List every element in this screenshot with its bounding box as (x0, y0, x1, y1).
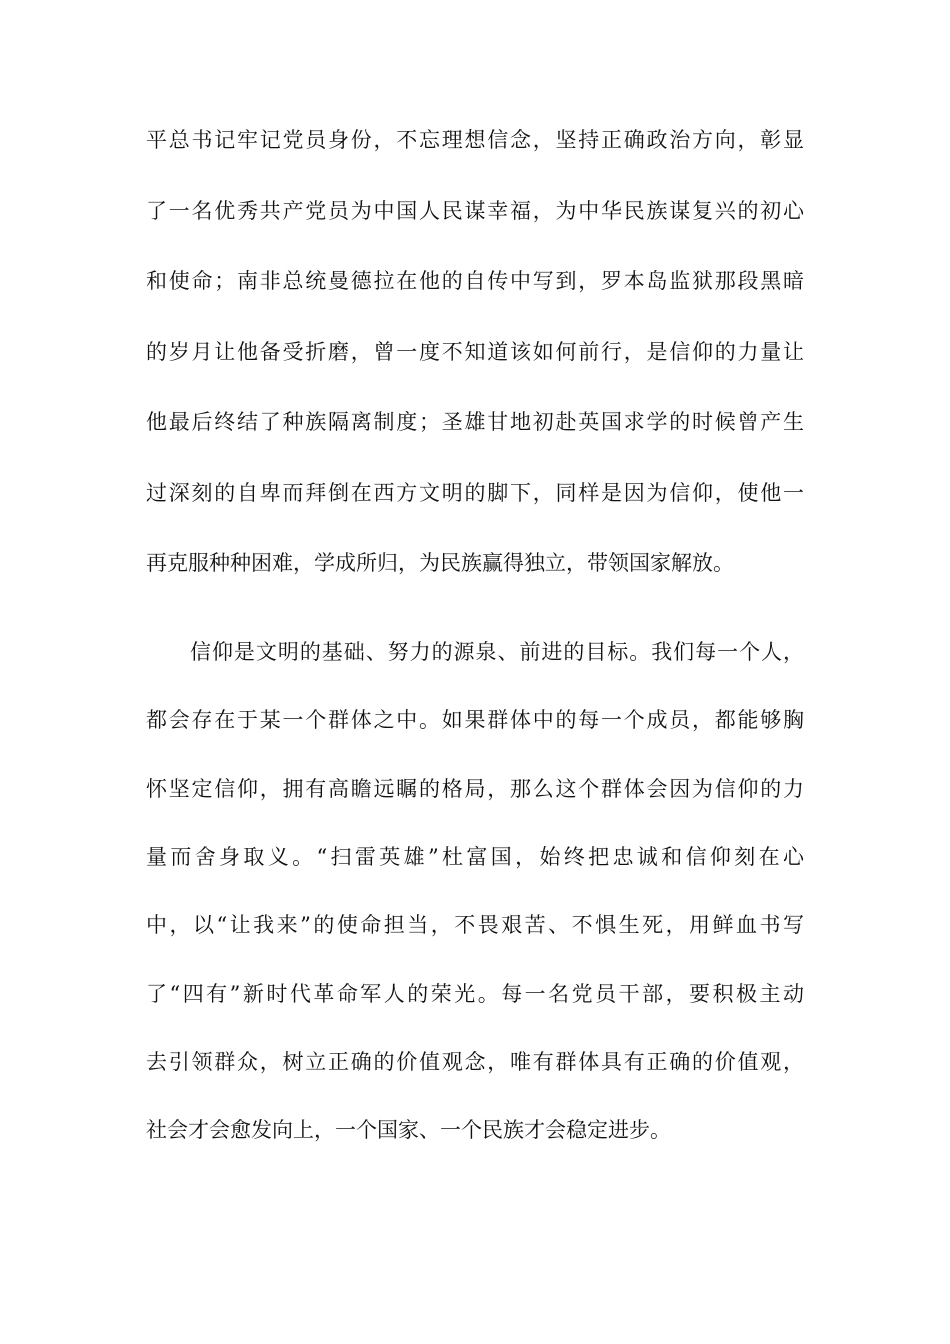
text-line: 量而舍身取义。“扫雷英雄”杜富国，始终把忠诚和信仰刻在心 (146, 845, 804, 869)
text-line: 去引领群众，树立正确的价值观念，唯有群体具有正确的价值观， (146, 1050, 804, 1074)
text-line: 了“四有”新时代革命军人的荣光。每一名党员干部，要积极主动 (146, 982, 804, 1006)
text-line: 的岁月让他备受折磨，曾一度不知道该如何前行，是信仰的力量让 (146, 340, 804, 364)
text-line: 他最后终结了种族隔离制度；圣雄甘地初赴英国求学的时候曾产生 (146, 410, 804, 434)
text-line: 信仰是文明的基础、努力的源泉、前进的目标。我们每一个人， (190, 640, 804, 664)
text-line: 怀坚定信仰，拥有高瞻远瞩的格局，那么这个群体会因为信仰的力 (146, 777, 804, 801)
text-line: 平总书记牢记党员身份，不忘理想信念，坚持正确政治方向，彰显 (146, 128, 804, 152)
text-line: 再克服种种困难，学成所归，为民族赢得独立，带领国家解放。 (146, 551, 734, 575)
text-line: 过深刻的自卑而拜倒在西方文明的脚下，同样是因为信仰，使他一 (146, 481, 804, 505)
text-line: 社会才会愈发向上，一个国家、一个民族才会稳定进步。 (146, 1118, 671, 1142)
text-line: 都会存在于某一个群体之中。如果群体中的每一个成员，都能够胸 (146, 708, 804, 732)
text-line: 和使命；南非总统曼德拉在他的自传中写到，罗本岛监狱那段黑暗 (146, 269, 804, 293)
text-line: 中，以“让我来”的使命担当，不畏艰苦、不惧生死，用鲜血书写 (146, 913, 804, 937)
text-line: 了一名优秀共产党员为中国人民谋幸福，为中华民族谋复兴的初心 (146, 199, 804, 223)
